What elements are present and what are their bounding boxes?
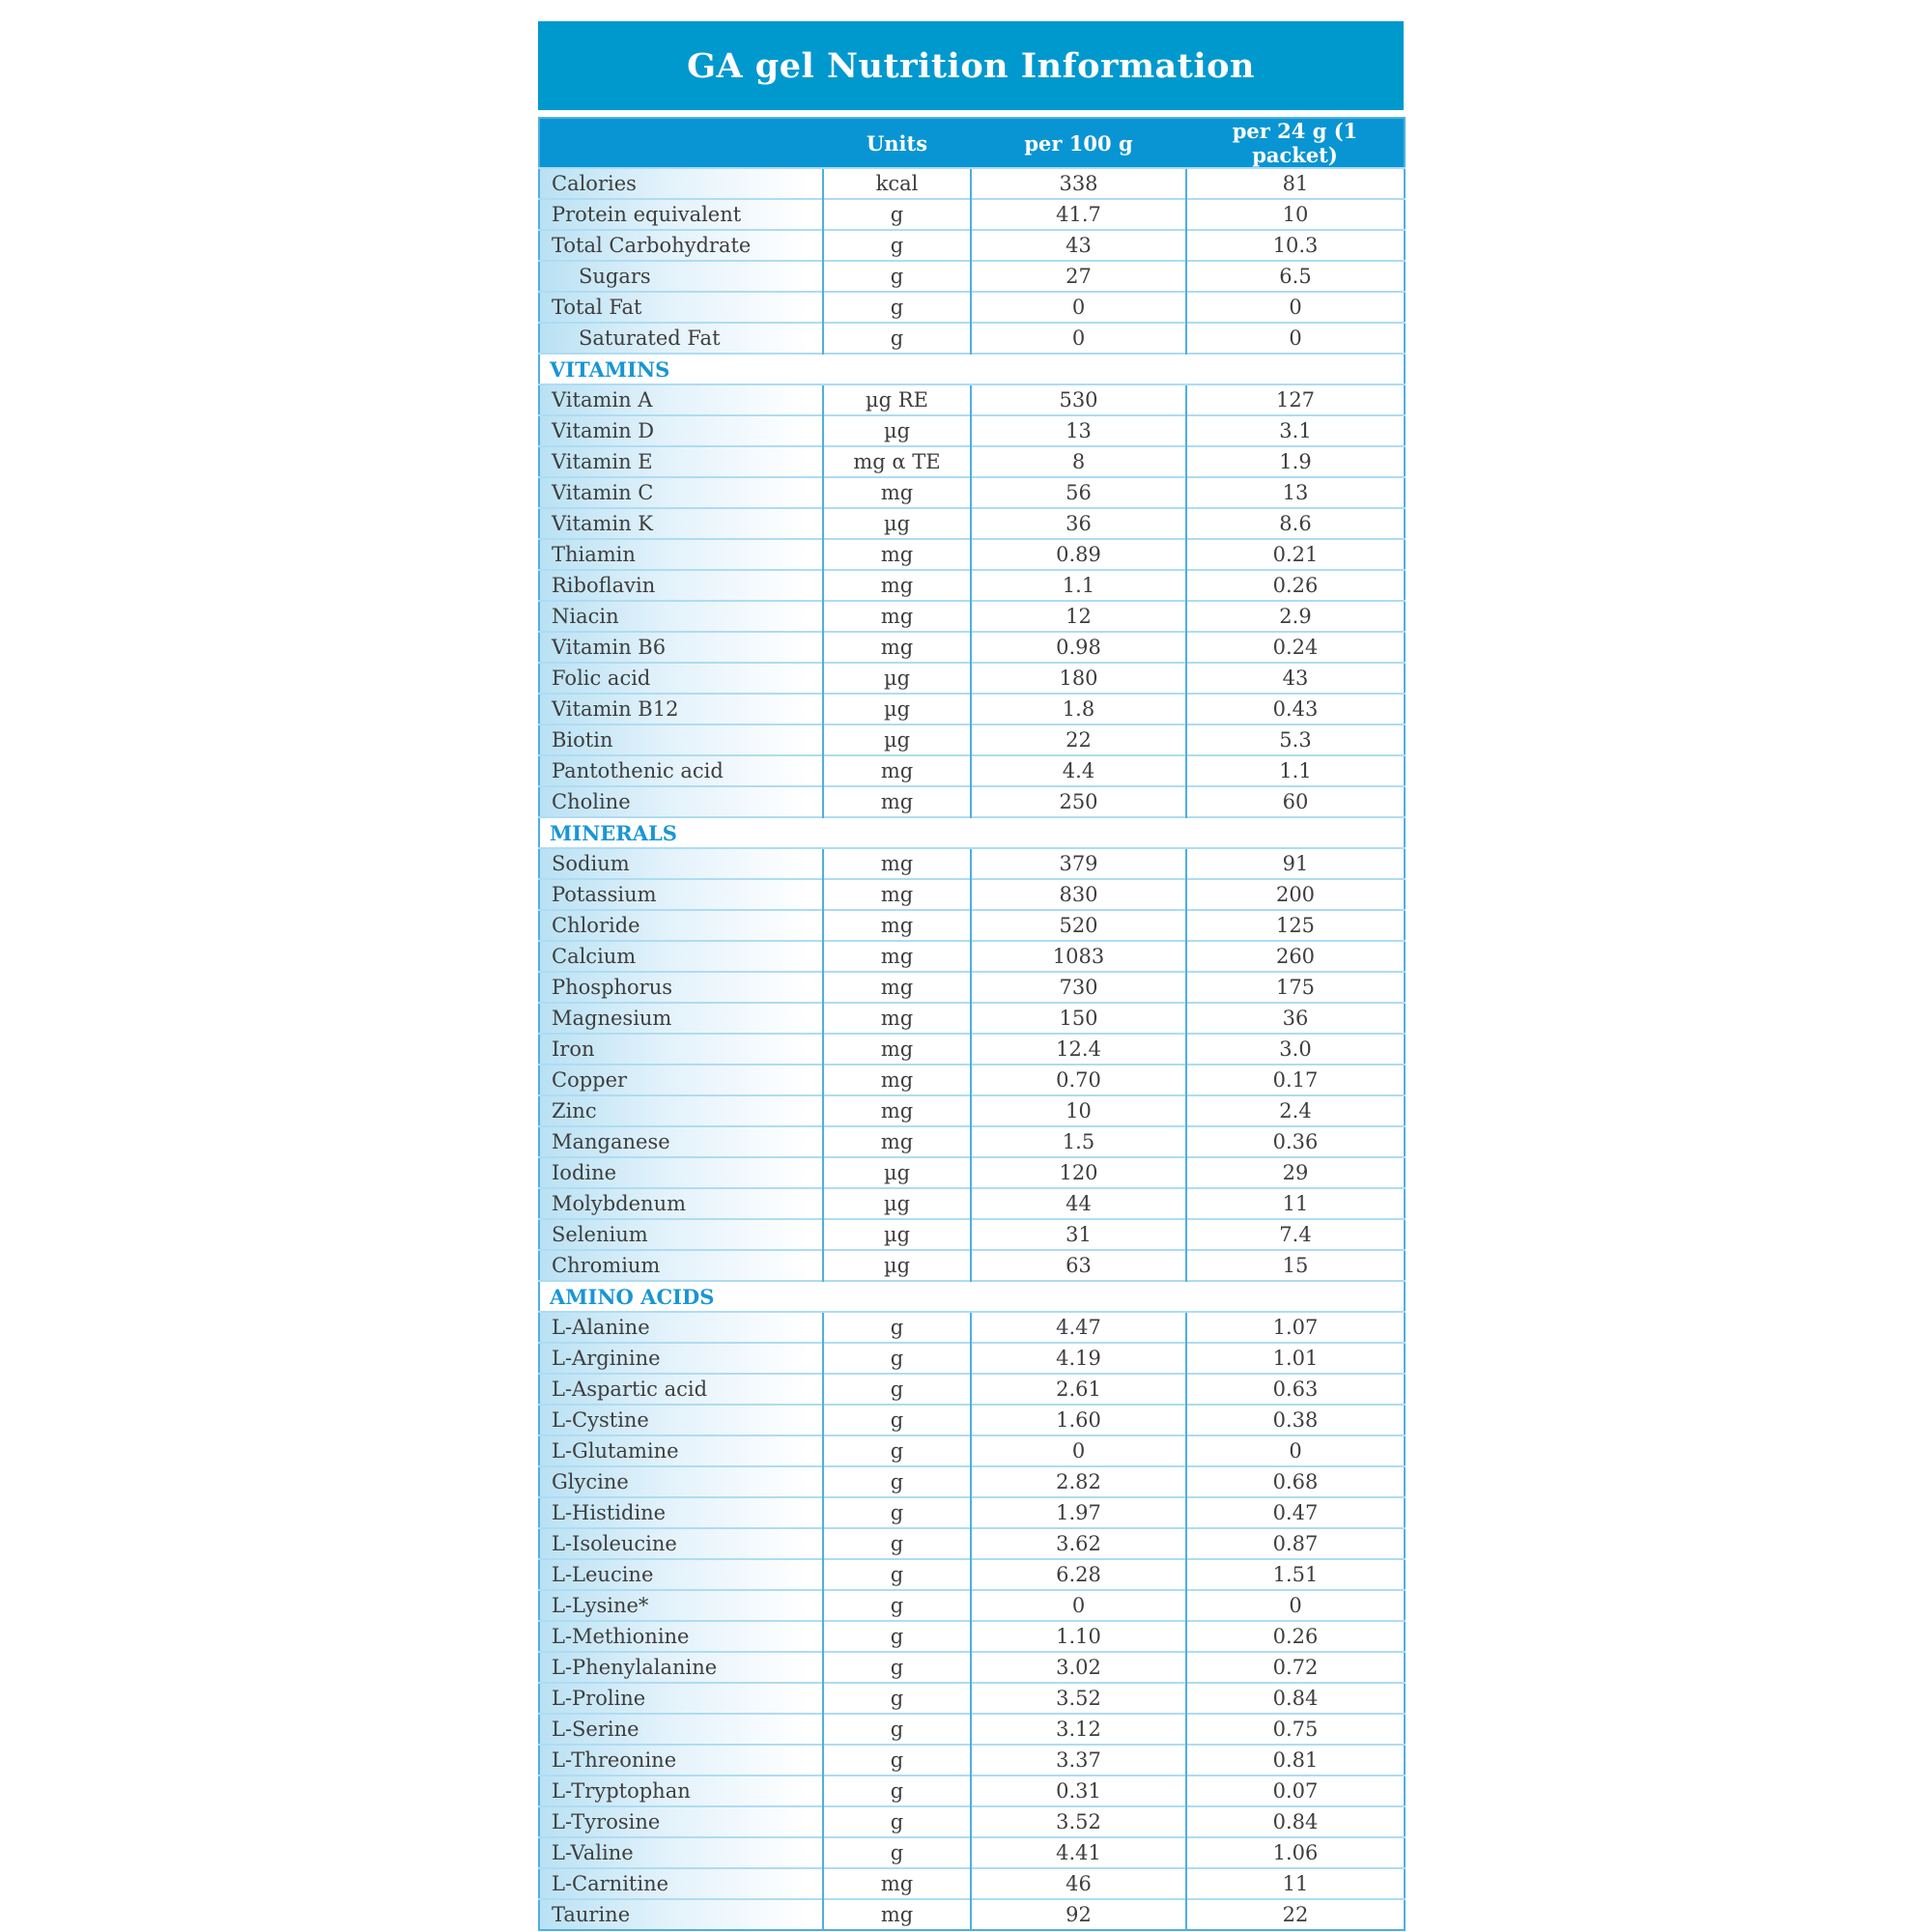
row-units-cell: g: [823, 1714, 971, 1745]
row-units-cell: g: [823, 1837, 971, 1868]
row-per100g-cell: 41.7: [971, 199, 1186, 230]
row-label-cell: Pantothenic acid: [539, 755, 823, 786]
row-per100g-cell: 830: [971, 879, 1186, 910]
row-per24g-cell: 0.84: [1186, 1683, 1405, 1714]
row-units-cell: µg: [823, 1250, 971, 1281]
row-units-cell: mg: [823, 910, 971, 941]
row-per24g-cell: 125: [1186, 910, 1405, 941]
row-per24g-cell: 1.01: [1186, 1343, 1405, 1374]
row-per24g-cell: 15: [1186, 1250, 1405, 1281]
row-per24g-cell: 10: [1186, 199, 1405, 230]
row-units-cell: mg: [823, 1126, 971, 1157]
table-row: [539, 941, 1405, 972]
row-label-cell: Vitamin E: [539, 446, 823, 477]
column-header-units: Units: [823, 118, 971, 168]
row-label-cell: L-Tyrosine: [539, 1806, 823, 1837]
row-label-cell: Vitamin K: [539, 508, 823, 539]
row-per24g-cell: 2.9: [1186, 601, 1405, 632]
row-per24g-cell: 200: [1186, 879, 1405, 910]
row-label-cell: L-Valine: [539, 1837, 823, 1868]
row-per24g-cell: 0.75: [1186, 1714, 1405, 1745]
row-per100g-cell: 12.4: [971, 1034, 1186, 1065]
row-per100g-cell: 1.1: [971, 570, 1186, 601]
row-label-cell: L-Arginine: [539, 1343, 823, 1374]
row-units-cell: mg: [823, 1899, 971, 1930]
row-units-cell: mg: [823, 848, 971, 879]
row-label-cell: L-Glutamine: [539, 1435, 823, 1466]
table-row: [539, 786, 1405, 817]
row-per100g-cell: 520: [971, 910, 1186, 941]
row-per100g-cell: 4.19: [971, 1343, 1186, 1374]
row-units-cell: g: [823, 230, 971, 261]
table-row: [539, 1652, 1405, 1683]
row-per100g-cell: 4.47: [971, 1312, 1186, 1343]
row-per100g-cell: 4.4: [971, 755, 1186, 786]
row-per24g-cell: 5.3: [1186, 724, 1405, 755]
row-units-cell: mg: [823, 1003, 971, 1034]
row-units-cell: g: [823, 1745, 971, 1776]
row-per100g-cell: 0.98: [971, 632, 1186, 663]
row-per100g-cell: 6.28: [971, 1559, 1186, 1590]
row-label-cell: L-Serine: [539, 1714, 823, 1745]
row-per24g-cell: 0.81: [1186, 1745, 1405, 1776]
row-per100g-cell: 3.02: [971, 1652, 1186, 1683]
table-row: [539, 1188, 1405, 1219]
table-row: [539, 848, 1405, 879]
row-per100g-cell: 8: [971, 446, 1186, 477]
row-per24g-cell: 0.21: [1186, 539, 1405, 570]
table-title: GA gel Nutrition Information: [687, 45, 1255, 86]
row-label-cell: Total Fat: [539, 292, 823, 323]
table-row: [539, 199, 1405, 230]
row-per100g-cell: 56: [971, 477, 1186, 508]
row-per24g-cell: 1.1: [1186, 755, 1405, 786]
table-row: [539, 1157, 1405, 1188]
row-per24g-cell: 1.51: [1186, 1559, 1405, 1590]
row-label-cell: Phosphorus: [539, 972, 823, 1003]
row-units-cell: mg: [823, 539, 971, 570]
row-per100g-cell: 1.8: [971, 694, 1186, 724]
table-row: [539, 1343, 1405, 1374]
row-per100g-cell: 379: [971, 848, 1186, 879]
table-row: [539, 1374, 1405, 1405]
row-units-cell: g: [823, 1405, 971, 1435]
row-per24g-cell: 0: [1186, 292, 1405, 323]
table-row: [539, 384, 1405, 415]
row-per24g-cell: 0.26: [1186, 1621, 1405, 1652]
row-per24g-cell: 0.26: [1186, 570, 1405, 601]
row-per100g-cell: 0: [971, 1435, 1186, 1466]
row-units-cell: µg: [823, 508, 971, 539]
row-per100g-cell: 1.97: [971, 1497, 1186, 1528]
row-units-cell: mg: [823, 972, 971, 1003]
table-body: [539, 168, 1405, 1930]
table-row: [539, 415, 1405, 446]
row-per24g-cell: 29: [1186, 1157, 1405, 1188]
row-units-cell: µg: [823, 1157, 971, 1188]
row-label-cell: Sodium: [539, 848, 823, 879]
row-label-cell: L-Carnitine: [539, 1868, 823, 1899]
row-label-cell: Choline: [539, 786, 823, 817]
row-per24g-cell: 0.63: [1186, 1374, 1405, 1405]
row-per100g-cell: 46: [971, 1868, 1186, 1899]
table-row: [539, 1868, 1405, 1899]
row-units-cell: µg RE: [823, 384, 971, 415]
table-row: [539, 694, 1405, 724]
table-row: [539, 1034, 1405, 1065]
row-per24g-cell: 60: [1186, 786, 1405, 817]
row-per100g-cell: 36: [971, 508, 1186, 539]
row-label-cell: Iodine: [539, 1157, 823, 1188]
row-units-cell: mg: [823, 1034, 971, 1065]
row-per100g-cell: 27: [971, 261, 1186, 292]
column-header-per24g: per 24 g (1 packet): [1186, 118, 1405, 168]
row-per100g-cell: 0: [971, 292, 1186, 323]
row-label-cell: Vitamin B6: [539, 632, 823, 663]
row-per24g-cell: 36: [1186, 1003, 1405, 1034]
row-per100g-cell: 1083: [971, 941, 1186, 972]
row-label-cell: Calcium: [539, 941, 823, 972]
row-per100g-cell: 43: [971, 230, 1186, 261]
column-header-row: [539, 118, 1405, 168]
row-units-cell: g: [823, 1343, 971, 1374]
table-row: [539, 570, 1405, 601]
table-row: [539, 168, 1405, 199]
row-per100g-cell: 13: [971, 415, 1186, 446]
row-label-cell: L-Tryptophan: [539, 1776, 823, 1806]
row-label-cell: Potassium: [539, 879, 823, 910]
row-per24g-cell: 3.1: [1186, 415, 1405, 446]
row-per100g-cell: 0.89: [971, 539, 1186, 570]
column-header-blank: [539, 118, 823, 168]
table-row: [539, 910, 1405, 941]
table-row: [539, 1095, 1405, 1126]
row-label-cell: L-Alanine: [539, 1312, 823, 1343]
row-units-cell: g: [823, 1621, 971, 1652]
row-per24g-cell: 1.07: [1186, 1312, 1405, 1343]
row-per24g-cell: 8.6: [1186, 508, 1405, 539]
row-units-cell: µg: [823, 694, 971, 724]
row-per24g-cell: 43: [1186, 663, 1405, 694]
row-per24g-cell: 0.17: [1186, 1065, 1405, 1095]
row-units-cell: g: [823, 1559, 971, 1590]
table-row: [539, 1126, 1405, 1157]
row-label-cell: Saturated Fat: [539, 323, 823, 354]
row-per24g-cell: 1.9: [1186, 446, 1405, 477]
table-row: [539, 1250, 1405, 1281]
table-row: [539, 1219, 1405, 1250]
row-per24g-cell: 0: [1186, 1435, 1405, 1466]
table-row: [539, 1621, 1405, 1652]
row-per24g-cell: 0: [1186, 1590, 1405, 1621]
table-row: [539, 323, 1405, 354]
row-units-cell: mg: [823, 879, 971, 910]
row-per24g-cell: 0.24: [1186, 632, 1405, 663]
row-units-cell: mg: [823, 601, 971, 632]
row-units-cell: µg: [823, 1219, 971, 1250]
row-per24g-cell: 3.0: [1186, 1034, 1405, 1065]
table-row: [539, 1528, 1405, 1559]
row-per100g-cell: 730: [971, 972, 1186, 1003]
row-label-cell: Chromium: [539, 1250, 823, 1281]
row-per24g-cell: 0.36: [1186, 1126, 1405, 1157]
row-units-cell: g: [823, 1590, 971, 1621]
row-units-cell: g: [823, 1652, 971, 1683]
table-row: [539, 1837, 1405, 1868]
row-units-cell: g: [823, 1374, 971, 1405]
row-per100g-cell: 3.52: [971, 1683, 1186, 1714]
section-header-label: MINERALS: [539, 817, 1405, 848]
row-label-cell: L-Methionine: [539, 1621, 823, 1652]
table-row: [539, 1003, 1405, 1034]
table-row: [539, 1065, 1405, 1095]
row-per100g-cell: 31: [971, 1219, 1186, 1250]
row-label-cell: L-Cystine: [539, 1405, 823, 1435]
row-label-cell: Vitamin A: [539, 384, 823, 415]
row-units-cell: mg: [823, 1095, 971, 1126]
row-label-cell: Total Carbohydrate: [539, 230, 823, 261]
row-per100g-cell: 1.10: [971, 1621, 1186, 1652]
table-row: [539, 1435, 1405, 1466]
row-per100g-cell: 3.37: [971, 1745, 1186, 1776]
row-units-cell: g: [823, 1776, 971, 1806]
row-units-cell: g: [823, 292, 971, 323]
row-units-cell: g: [823, 1435, 971, 1466]
table-row: [539, 601, 1405, 632]
row-per100g-cell: 120: [971, 1157, 1186, 1188]
row-units-cell: g: [823, 1497, 971, 1528]
table-row: [539, 632, 1405, 663]
row-per24g-cell: 7.4: [1186, 1219, 1405, 1250]
row-label-cell: Zinc: [539, 1095, 823, 1126]
row-per24g-cell: 0.84: [1186, 1806, 1405, 1837]
row-per100g-cell: 3.52: [971, 1806, 1186, 1837]
nutrition-table-card: [538, 21, 1404, 1931]
row-units-cell: g: [823, 1806, 971, 1837]
row-label-cell: Biotin: [539, 724, 823, 755]
table-row: [539, 1590, 1405, 1621]
row-units-cell: g: [823, 1528, 971, 1559]
row-units-cell: g: [823, 199, 971, 230]
row-units-cell: mg: [823, 786, 971, 817]
row-units-cell: g: [823, 1466, 971, 1497]
row-per100g-cell: 3.62: [971, 1528, 1186, 1559]
row-units-cell: g: [823, 1312, 971, 1343]
row-label-cell: Niacin: [539, 601, 823, 632]
row-label-cell: L-Proline: [539, 1683, 823, 1714]
column-header-per100g: per 100 g: [971, 118, 1186, 168]
row-per100g-cell: 92: [971, 1899, 1186, 1930]
table-title-bar: [538, 21, 1404, 110]
row-per100g-cell: 44: [971, 1188, 1186, 1219]
row-units-cell: mg: [823, 632, 971, 663]
row-per100g-cell: 338: [971, 168, 1186, 199]
table-row: [539, 1683, 1405, 1714]
row-per100g-cell: 530: [971, 384, 1186, 415]
row-label-cell: Iron: [539, 1034, 823, 1065]
row-per24g-cell: 81: [1186, 168, 1405, 199]
table-row: [539, 1405, 1405, 1435]
row-per100g-cell: 2.82: [971, 1466, 1186, 1497]
table-row: [539, 879, 1405, 910]
row-per24g-cell: 11: [1186, 1188, 1405, 1219]
table-row: [539, 972, 1405, 1003]
row-label-cell: Selenium: [539, 1219, 823, 1250]
row-label-cell: L-Aspartic acid: [539, 1374, 823, 1405]
row-per100g-cell: 250: [971, 786, 1186, 817]
row-per100g-cell: 180: [971, 663, 1186, 694]
row-units-cell: g: [823, 261, 971, 292]
row-label-cell: Calories: [539, 168, 823, 199]
table-row: [539, 1559, 1405, 1590]
nutrition-table: [538, 117, 1406, 1931]
row-per100g-cell: 10: [971, 1095, 1186, 1126]
table-row: [539, 1806, 1405, 1837]
table-row: [539, 446, 1405, 477]
row-units-cell: mg: [823, 755, 971, 786]
row-label-cell: Thiamin: [539, 539, 823, 570]
row-label-cell: Taurine: [539, 1899, 823, 1930]
table-row: [539, 1776, 1405, 1806]
table-row: [539, 1497, 1405, 1528]
row-per100g-cell: 0.70: [971, 1065, 1186, 1095]
row-per100g-cell: 12: [971, 601, 1186, 632]
table-row: [539, 1714, 1405, 1745]
row-per100g-cell: 150: [971, 1003, 1186, 1034]
row-per24g-cell: 13: [1186, 477, 1405, 508]
table-row: [539, 539, 1405, 570]
row-units-cell: g: [823, 1683, 971, 1714]
row-label-cell: L-Histidine: [539, 1497, 823, 1528]
section-header-row: [539, 817, 1405, 848]
row-per100g-cell: 4.41: [971, 1837, 1186, 1868]
section-header-label: AMINO ACIDS: [539, 1281, 1405, 1312]
row-per24g-cell: 2.4: [1186, 1095, 1405, 1126]
row-label-cell: Vitamin C: [539, 477, 823, 508]
row-per24g-cell: 0.72: [1186, 1652, 1405, 1683]
row-per100g-cell: 1.5: [971, 1126, 1186, 1157]
row-per24g-cell: 260: [1186, 941, 1405, 972]
row-per24g-cell: 22: [1186, 1899, 1405, 1930]
row-units-cell: µg: [823, 415, 971, 446]
table-row: [539, 230, 1405, 261]
row-per24g-cell: 6.5: [1186, 261, 1405, 292]
table-row: [539, 1466, 1405, 1497]
section-header-row: [539, 1281, 1405, 1312]
table-row: [539, 663, 1405, 694]
row-label-cell: L-Lysine*: [539, 1590, 823, 1621]
row-per100g-cell: 0: [971, 323, 1186, 354]
row-label-cell: Vitamin D: [539, 415, 823, 446]
row-label-cell: Chloride: [539, 910, 823, 941]
row-units-cell: g: [823, 323, 971, 354]
row-label-cell: Sugars: [539, 261, 823, 292]
row-label-cell: L-Threonine: [539, 1745, 823, 1776]
table-row: [539, 292, 1405, 323]
row-label-cell: Protein equivalent: [539, 199, 823, 230]
row-units-cell: mg: [823, 1868, 971, 1899]
row-units-cell: mg α TE: [823, 446, 971, 477]
table-row: [539, 724, 1405, 755]
row-per24g-cell: 0.38: [1186, 1405, 1405, 1435]
table-row: [539, 1899, 1405, 1930]
row-per24g-cell: 175: [1186, 972, 1405, 1003]
table-row: [539, 508, 1405, 539]
row-per24g-cell: 0.68: [1186, 1466, 1405, 1497]
row-units-cell: mg: [823, 1065, 971, 1095]
row-label-cell: Riboflavin: [539, 570, 823, 601]
row-per100g-cell: 0.31: [971, 1776, 1186, 1806]
row-label-cell: Magnesium: [539, 1003, 823, 1034]
table-row: [539, 1312, 1405, 1343]
row-units-cell: kcal: [823, 168, 971, 199]
row-per24g-cell: 0.47: [1186, 1497, 1405, 1528]
row-units-cell: mg: [823, 477, 971, 508]
row-label-cell: Folic acid: [539, 663, 823, 694]
table-row: [539, 477, 1405, 508]
row-per100g-cell: 3.12: [971, 1714, 1186, 1745]
row-label-cell: L-Isoleucine: [539, 1528, 823, 1559]
row-per24g-cell: 11: [1186, 1868, 1405, 1899]
row-per24g-cell: 91: [1186, 848, 1405, 879]
row-per100g-cell: 0: [971, 1590, 1186, 1621]
row-per24g-cell: 0.87: [1186, 1528, 1405, 1559]
row-label-cell: Glycine: [539, 1466, 823, 1497]
row-units-cell: mg: [823, 941, 971, 972]
row-label-cell: L-Leucine: [539, 1559, 823, 1590]
row-per100g-cell: 2.61: [971, 1374, 1186, 1405]
section-header-label: VITAMINS: [539, 354, 1405, 384]
row-label-cell: Molybdenum: [539, 1188, 823, 1219]
row-label-cell: Vitamin B12: [539, 694, 823, 724]
row-per100g-cell: 63: [971, 1250, 1186, 1281]
row-per24g-cell: 0.07: [1186, 1776, 1405, 1806]
row-per24g-cell: 0.43: [1186, 694, 1405, 724]
row-per24g-cell: 127: [1186, 384, 1405, 415]
row-label-cell: L-Phenylalanine: [539, 1652, 823, 1683]
row-per100g-cell: 1.60: [971, 1405, 1186, 1435]
row-label-cell: Copper: [539, 1065, 823, 1095]
row-label-cell: Manganese: [539, 1126, 823, 1157]
section-header-row: [539, 354, 1405, 384]
table-row: [539, 1745, 1405, 1776]
row-units-cell: mg: [823, 570, 971, 601]
row-per24g-cell: 1.06: [1186, 1837, 1405, 1868]
row-per100g-cell: 22: [971, 724, 1186, 755]
table-row: [539, 261, 1405, 292]
row-per24g-cell: 0: [1186, 323, 1405, 354]
row-per24g-cell: 10.3: [1186, 230, 1405, 261]
row-units-cell: µg: [823, 724, 971, 755]
row-units-cell: µg: [823, 1188, 971, 1219]
row-units-cell: µg: [823, 663, 971, 694]
table-row: [539, 755, 1405, 786]
